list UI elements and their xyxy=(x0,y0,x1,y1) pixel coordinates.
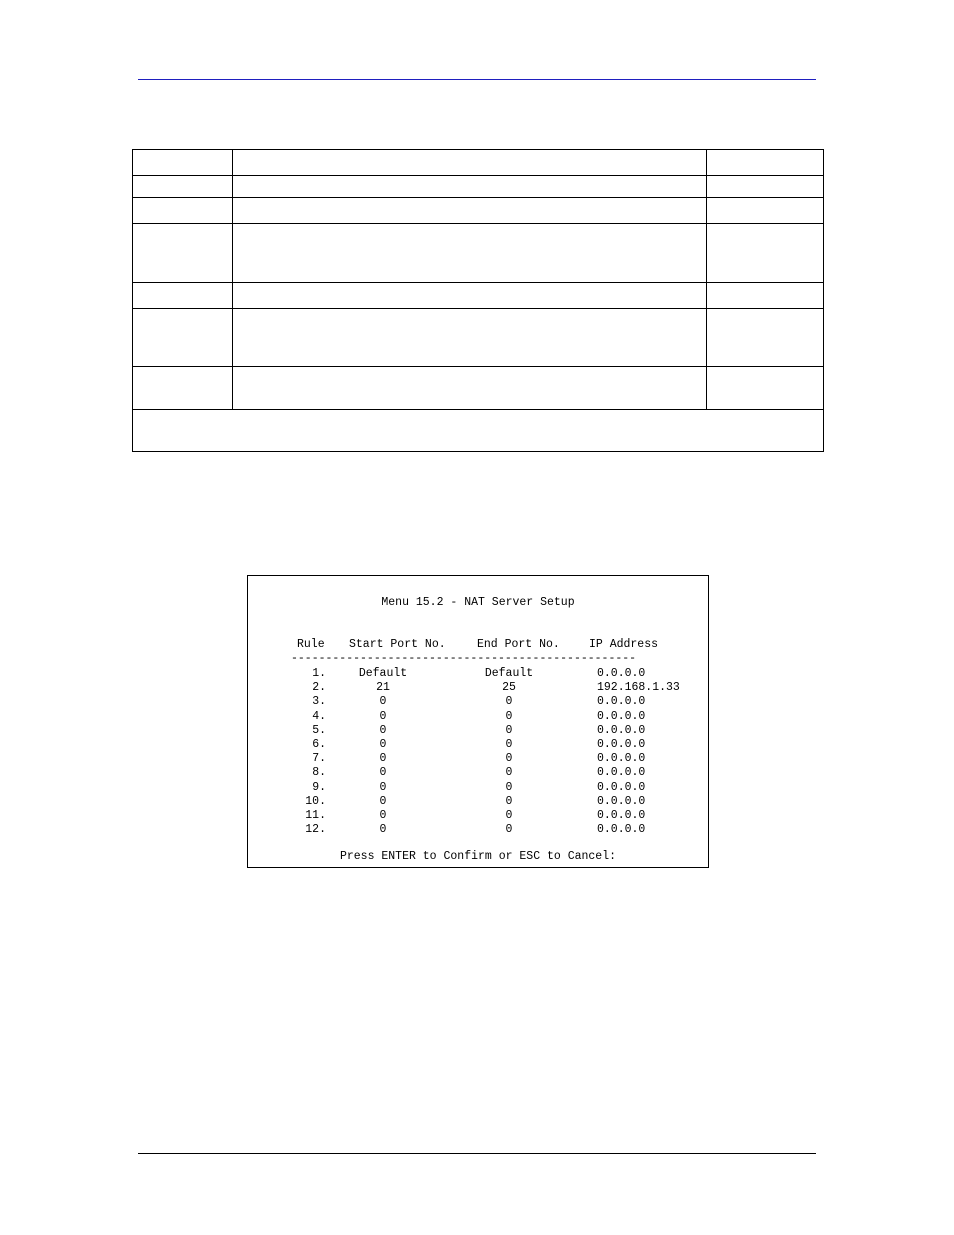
rule-number: 5. xyxy=(312,723,326,737)
rule-number: 6. xyxy=(312,738,326,751)
start-port-value: 0 xyxy=(379,695,387,709)
table-header-cell xyxy=(233,150,707,176)
table-cell xyxy=(707,224,824,283)
rule-number: 4. xyxy=(312,709,326,723)
start-port-value: 0 xyxy=(379,752,387,766)
table-cell xyxy=(233,198,707,224)
end-port-value: 0 xyxy=(505,709,513,723)
start-port-value: Default xyxy=(358,667,408,680)
end-port-value: 25 xyxy=(502,681,516,695)
field-description-table xyxy=(132,149,824,452)
table-row xyxy=(248,724,708,738)
start-port-value: 0 xyxy=(379,723,387,737)
rule-number: 2. xyxy=(312,681,326,695)
table-cell xyxy=(707,198,824,224)
table-cell xyxy=(233,367,707,410)
table-cell xyxy=(133,283,233,309)
table-footer-row xyxy=(133,410,824,452)
table-row xyxy=(133,309,824,367)
ip-address-value: 0.0.0.0 xyxy=(597,794,646,808)
table-header-cell xyxy=(133,150,233,176)
header-rule xyxy=(138,79,816,80)
table-cell xyxy=(707,309,824,367)
start-port-value: 0 xyxy=(379,738,387,751)
end-port-value: 0 xyxy=(505,766,513,780)
table-cell xyxy=(233,309,707,367)
ip-address-value: 0.0.0.0 xyxy=(597,695,646,709)
rule-number: 11. xyxy=(305,809,326,822)
ip-address-value: 0.0.0.0 xyxy=(597,823,646,837)
end-port-value: 0 xyxy=(505,723,513,737)
rule-number: 1. xyxy=(312,667,326,680)
table-header-cell xyxy=(707,150,824,176)
nat-server-setup-screen xyxy=(247,575,709,868)
ip-address-value: 0.0.0.0 xyxy=(597,809,646,822)
confirm-prompt: Press ENTER to Confirm or ESC to Cancel: xyxy=(339,850,617,863)
rule-number: 3. xyxy=(312,695,326,709)
header-ip-address: IP Address xyxy=(589,638,659,651)
table-cell xyxy=(233,176,707,198)
end-port-value: 0 xyxy=(505,752,513,766)
start-port-value: 21 xyxy=(376,681,390,695)
table-header-row xyxy=(133,150,824,176)
table-row xyxy=(248,695,708,709)
menu-title: Menu 15.2 - NAT Server Setup xyxy=(381,596,575,609)
table-row xyxy=(133,176,824,198)
ip-address-value: 0.0.0.0 xyxy=(597,667,646,680)
footer-rule xyxy=(138,1153,816,1154)
table-cell xyxy=(133,309,233,367)
table-cell xyxy=(707,176,824,198)
ip-address-value: 192.168.1.33 xyxy=(597,681,680,695)
end-port-value: 0 xyxy=(505,780,513,794)
table-cell xyxy=(133,224,233,283)
start-port-value: 0 xyxy=(379,709,387,723)
table-row xyxy=(248,681,708,695)
start-port-value: 0 xyxy=(379,794,387,808)
header-start-port: Start Port No. xyxy=(349,638,446,651)
rule-number: 8. xyxy=(312,766,326,780)
end-port-value: 0 xyxy=(505,794,513,808)
ip-address-value: 0.0.0.0 xyxy=(597,723,646,737)
rule-number: 10. xyxy=(305,794,326,808)
ip-address-value: 0.0.0.0 xyxy=(597,780,646,794)
end-port-value: 0 xyxy=(505,695,513,709)
table-footer-cell xyxy=(133,410,824,452)
ip-address-value: 0.0.0.0 xyxy=(597,752,646,766)
ip-address-value: 0.0.0.0 xyxy=(597,766,646,780)
table-row xyxy=(248,710,708,724)
table-cell xyxy=(133,198,233,224)
table-row xyxy=(248,766,708,780)
column-headers xyxy=(248,638,708,652)
header-divider: -------------------------------------------------- xyxy=(291,652,637,665)
rule-number: 12. xyxy=(305,823,326,837)
table-row xyxy=(248,809,708,823)
table-cell xyxy=(133,367,233,410)
table-cell xyxy=(133,176,233,198)
rule-number: 7. xyxy=(312,752,326,766)
table-row xyxy=(133,198,824,224)
ip-address-value: 0.0.0.0 xyxy=(597,709,646,723)
start-port-value: 0 xyxy=(379,823,387,837)
table-row xyxy=(248,738,708,752)
table-cell xyxy=(233,224,707,283)
table-cell xyxy=(707,367,824,410)
header-rule-number: Rule xyxy=(297,638,325,651)
start-port-value: 0 xyxy=(379,809,387,822)
end-port-value: 0 xyxy=(505,809,513,822)
table-cell xyxy=(707,283,824,309)
table-row xyxy=(248,795,708,809)
table-row xyxy=(248,823,708,837)
start-port-value: 0 xyxy=(379,780,387,794)
table-row xyxy=(248,752,708,766)
end-port-value: Default xyxy=(484,667,534,680)
end-port-value: 0 xyxy=(505,738,513,751)
end-port-value: 0 xyxy=(505,823,513,837)
header-end-port: End Port No. xyxy=(477,638,560,651)
table-row xyxy=(248,781,708,795)
table-row xyxy=(133,367,824,410)
start-port-value: 0 xyxy=(379,766,387,780)
table-cell xyxy=(233,283,707,309)
rule-number: 9. xyxy=(312,780,326,794)
table-row xyxy=(133,224,824,283)
table-row xyxy=(248,667,708,681)
table-row xyxy=(133,283,824,309)
ip-address-value: 0.0.0.0 xyxy=(597,738,646,751)
